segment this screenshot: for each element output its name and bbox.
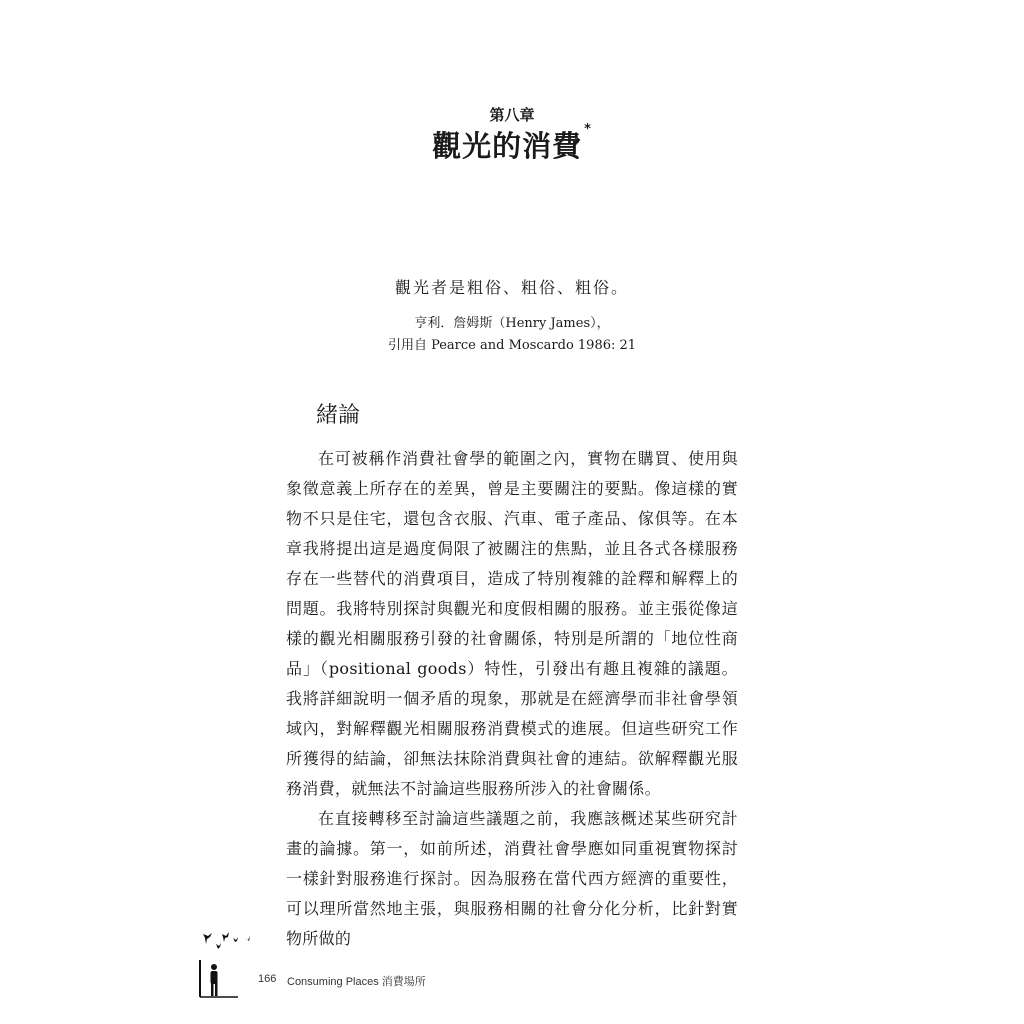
body-text: [286, 444, 738, 954]
epigraph-attribution-line1: 亨利．詹姆斯（Henry James），: [414, 316, 610, 331]
footnote-mark[interactable]: *: [584, 122, 592, 137]
chapter-label: 第八章: [489, 106, 535, 124]
epigraph-attribution-line2: 引用自 Pearce and Moscardo 1986: 21: [387, 338, 637, 353]
chapter-title: [0, 124, 1024, 165]
epigraph-quote: 觀光者是粗俗、粗俗、粗俗。: [394, 278, 629, 297]
chapter-title-text: 觀光的消費: [432, 129, 583, 163]
epigraph-attribution: [0, 313, 1024, 357]
section-heading: 緒論: [316, 403, 361, 428]
footer: [198, 930, 498, 1000]
birds-and-person-icon: [198, 930, 268, 1000]
body-paragraph: 在直接轉移至討論這些議題之前，我應該概述某些研究計畫的論據。第一，如前所述，消費社會學應如同重視實物探討一樣針對服務進行探討。因為服務在當代西方經濟的重要性，可以理所當然地主張，與服務相關的社會分化分析，比針對實物所做的: [286, 809, 738, 948]
page-number: 166: [258, 973, 277, 985]
body-paragraph: 在可被稱作消費社會學的範圍之內，實物在購買、使用與象徵意義上所存在的差異，曾是主要關注的要點。像這樣的實物不只是住宅，還包含衣服、汽車、電子產品、傢俱等。在本章我將提出這是過度侷限了被關注的焦點，並且各式各樣服務存在一些替代的消費項目，造成了特別複雜的詮釋和解釋上的問題。我將特別探討與觀光和度假相關的服務。並主張從像這樣的觀光相關服務引發的社會關係，特別是所謂的「地位性商品」（positional goods）特性，引發出有趣且複雜的議題。我將詳細說明一個矛盾的現象，那就是在經濟學而非社會學領域內，對解釋觀光相關服務消費模式的進展。但這些研究工作所獲得的結論，卻無法抹除消費與社會的連結。欲解釋觀光服務消費，就無法不討論這些服務所涉入的社會關係。: [286, 449, 738, 798]
running-title: Consuming Places 消費場所: [287, 976, 426, 988]
